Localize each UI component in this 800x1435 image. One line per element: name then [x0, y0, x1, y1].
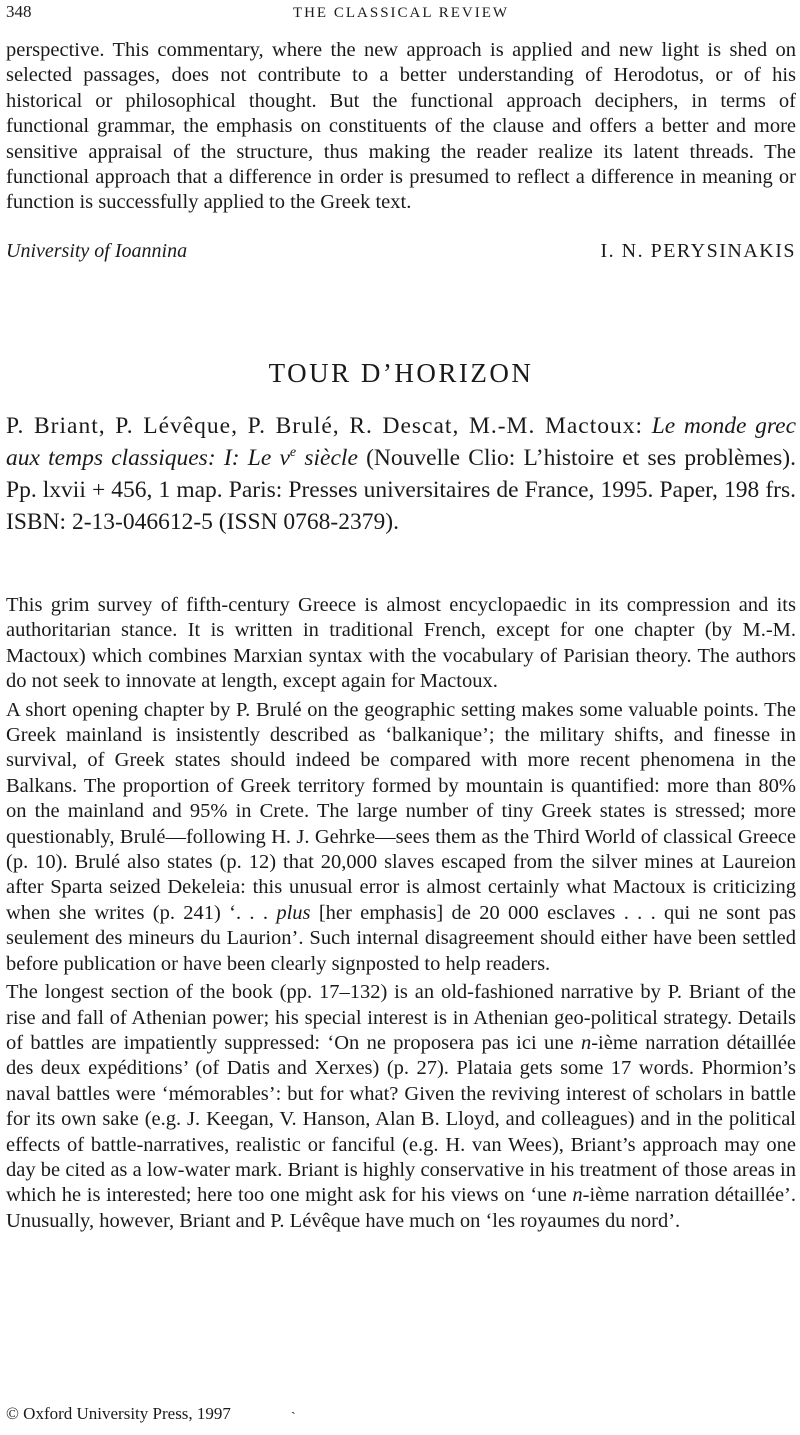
- book-authors: P. Briant, P. Lévêque, P. Brulé, R. Descat, M.-M. Mactoux:: [6, 413, 644, 439]
- section-title: TOUR D’HORIZON: [268, 358, 534, 388]
- copyright-text: © Oxford University Press, 1997: [6, 1404, 231, 1423]
- review-paragraph-1: This grim survey of fifth-century Greece is almost encyclopaedic in its compression and its authoritarian stance. It is written in traditional French, except for one chapter (by M.-M. Mactoux) which combines Marxian syntax with the vocabulary of Parisian theory. The authors do not seek to innovate at length, except again for Mactoux.: [6, 594, 796, 693]
- review-body: [6, 593, 796, 1234]
- review-paragraph-2: A short opening chapter by P. Brulé on the geographic setting makes some valuable points. The Greek mainland is insistently described as ‘balkanique’; the military shifts, and finesse in survival, of Greek states should indeed be compared with more recent phenomena in the Balkans. The proportion of Greek territory formed by mountain is quantified: more than 80% on the mainland and 95% in Crete. The large number of tiny Greek states is stressed; more questionably, Brulé—following H. J. Gehrke—sees them as the Third World of classical Greece (p. 10). Brulé also states (p. 12) that 20,000 slaves escaped from the silver mines at Laureion after Sparta seized Dekeleia: this unusual error is almost certainly what Mactoux is criticizing when she writes (p. 241) ‘. . . plus [her emphasis] de 20 000 esclaves . . . qui ne sont pas seulement des mineurs du Laurion’. Such internal disagreement should either have been settled before publication or have been clearly signposted to help readers.: [6, 698, 796, 975]
- copyright-footer: [6, 1400, 296, 1425]
- reviewer-name: I. N. PERYSINAKIS: [600, 240, 796, 262]
- book-citation: [6, 410, 796, 538]
- stray-mark: ˎ: [291, 1400, 296, 1415]
- reviewer-signature: [6, 238, 796, 264]
- book-details: (Nouvelle Clio: L’histoire et ses problèmes). Pp. lxvii + 456, 1 map. Paris: Presses universitaires de France, 1995. Paper, 198 frs. ISBN: 2-13-046612-5 (ISSN 0768-2379).: [6, 445, 797, 535]
- closing-paragraph: perspective. This commentary, where the new approach is applied and new light is shed on selected passages, does not contribute to a better understanding of Herodotus, or of his historical or philosophical thought. But the functional approach deciphers, in terms of functional grammar, the emphasis on constituents of the clause and offers a better and more sensitive appraisal of the structure, thus making the reader realize its latent threads. The functional approach that a difference in order is presumed to reflect a difference in meaning or function is successfully applied to the Greek text.: [6, 39, 796, 214]
- review-paragraph-3: The longest section of the book (pp. 17–132) is an old-fashioned narrative by P. Briant of the rise and fall of Athenian power; his special interest is in Athenian geo-political strategy. Details of battles are impatiently suppressed: ‘On ne proposera pas ici une n-ième narration détaillée des deux expéditions’ (of Datis and Xerxes) (p. 27). Plataia gets some 17 words. Phormion’s naval battles were ‘mémorables’: but for what? Given the reviving interest of scholars in battle for its own sake (e.g. J. Keegan, V. Hanson, Alan B. Lloyd, and colleagues) and in the political effects of battle-narratives, realistic or fanciful (e.g. H. van Wees), Briant’s approach may one day be cited as a low-water mark. Briant is highly conservative in his treatment of those areas in which he is interested; here too one might ask for his views on ‘une n-ième narration détaillée’. Unusually, however, Briant and P. Lévêque have much on ‘les royaumes du nord’.: [6, 981, 797, 1232]
- running-head: [6, 2, 796, 26]
- journal-title: THE CLASSICAL REVIEW: [292, 5, 510, 21]
- previous-review-closing: [6, 38, 796, 216]
- page-number: 348: [6, 2, 32, 21]
- book-title-part1: Le monde grec aux temps classiques: I: Le v: [6, 413, 797, 471]
- reviewer-affiliation: University of Ioannina: [6, 240, 188, 262]
- book-title-superscript: e: [289, 445, 297, 461]
- book-title-part2: siècle: [304, 445, 358, 471]
